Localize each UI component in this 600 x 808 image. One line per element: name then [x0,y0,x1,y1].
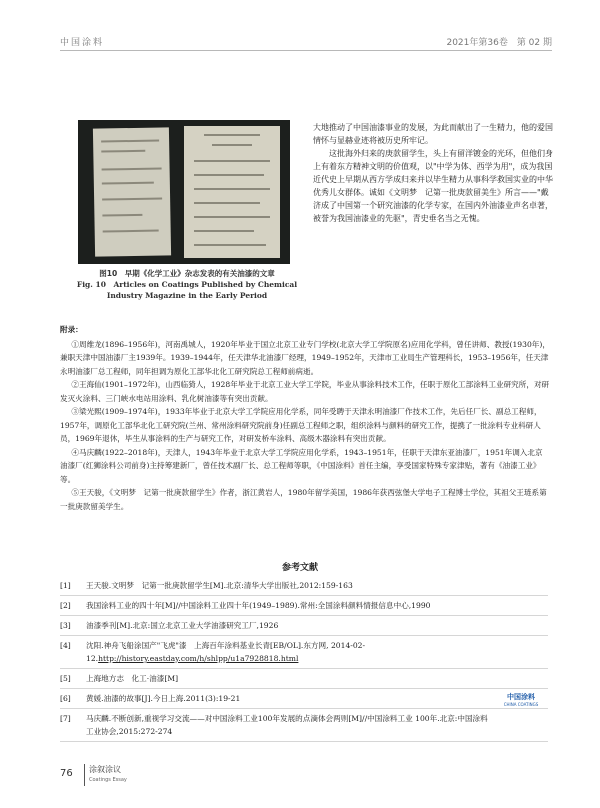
magazine-page-right [184,126,280,258]
reference-number: [7] [60,714,71,723]
reference-number: [2] [60,601,71,610]
appendix-item: ③梁光熙(1909–1974年)，1933年毕业于北京大学工学院应用化学系，同年受聘于天津永明油漆厂作技术工作，先后任厂长、副总工程师，1957年，调原化工部华北化工研究院(兰州、常州涂料研究院前身)任副总工程师之职，组织涂料与颜料的研究工作，提携了一批涂料专业科研人员，1969年退休，毕生从事涂料的生产与研究工作，对研发桥车涂料、高级木器涂料有突出贡献。 [60,407,542,443]
reference-item [60,669,548,689]
reference-item [60,636,548,669]
reference-item [60,689,548,709]
paragraph-continuation: 大地推动了中国油漆事业的发展，为此而献出了一生精力，他的爱国情怀与显赫业迹将被历史所牢记。 [313,123,553,145]
reference-item [60,576,548,596]
figure-caption-zh: 图10 早期《化学工业》杂志发表的有关油漆的文章 [99,269,275,278]
journal-name: 中国涂料 [60,38,105,48]
figure-photo [78,120,290,264]
appendix [60,323,550,513]
appendix-item: ②王海仙(1901–1972年)，山西临猗人，1928年毕业于北京工业大学工学院，毕业从事涂料技术工作，任职于原化工部涂料工业研究所，对研发灭火涂料、三门峡水电站用涂料、乳化树油漆等有突出贡献。 [60,380,550,403]
magazine-page-left [93,127,171,256]
reference-text: 我国涂料工业的四十年[M]//中国涂料工业四十年(1949–1989).常州:全国涂料颜料情报信息中心,1990 [86,601,431,610]
reference-number: [1] [60,581,71,590]
reference-text: 油漆季刊[M].北京:国立北京工业大学油漆研究工厂,1926 [86,621,279,630]
reference-item [60,616,548,636]
reference-text [86,639,548,665]
china-coatings-logo [494,692,548,707]
references-list [60,576,548,742]
logo-mark: 中国涂料 [507,693,535,701]
section-title-en: Coatings Essay [89,777,127,783]
figure-caption-en-line2: Industry Magazine in the Early Period [106,291,268,300]
reference-body: 沈阳.神舟飞船涂国产"飞虎"漆 上海百年涂料基业长青[EB/OL].东方网, 2014-02-12. [86,641,366,663]
appendix-item: ⑤王天骏，《文明梦 记第一批庚款留学生》作者，浙江黄岩人，1980年留学美国，1986年获西弦堡大学电子工程博士学位，其祖父王琏系第一批庚款留美学生。 [60,488,547,511]
logo-subtitle: CHINA COATINGS [503,702,539,707]
section-title [89,764,127,786]
issue-info: 2021年第36卷 第 02 期 [446,38,552,48]
header-rule [60,50,552,51]
paragraph-returnees: 这批海外归来的庚款留学生，头上有留洋镀金的光环，但他们身上有着东方精神文明的价值观，以"中学为体、西学为用"，成为我国近代史上早期从西方学成归来并以毕生精力从事科学救国实业的中华优秀儿女群体。诚如《文明梦 记第一批庚款留美生》所言——"戴济成了中国第一个研究油漆的化学专家，在国内外油漆业声名卓著，被誉为我国油漆业的先驱"，青史垂名当之无愧。 [313,149,553,223]
reference-item [60,709,548,742]
footer-divider [84,764,85,786]
figure-caption-en-line1: Fig. 10 Articles on Coatings Published by Chemical [76,280,298,289]
right-column-text [313,121,553,225]
appendix-item: ④马庆麟(1922–2018年)，天津人，1943年毕业于北京大学工学院应用化学系，1943–1951年，任职于天津东亚油漆厂，1951年调入北京油漆厂(红狮涂料公司前身)主持筹建新厂，曾任技术副厂长、总工程师等职，《中国涂料》首任主编，享受国家特殊专家津贴，著有《油漆工业》等。 [60,447,543,484]
reference-number: [5] [60,674,71,683]
appendix-title: 附录： [60,325,83,334]
appendix-item: ①周维龙(1896–1956年)，河南禹城人，1920年毕业于国立北京工业专门学校(北京大学工学院原名)应用化学科，曾任讲师、教授(1930年)，兼职天津中国油漆厂主1939年。1939–1944年，任天津华北油漆厂经理，1949–1952年，天津市工业局生产管理科长，1953–1956年，任天津永明油漆厂总工程师，同年担调为原化工部华北化工研究院总工程师前病逝。 [60,339,550,376]
reference-link[interactable]: http://history.eastday.com/h/shlpp/u1a7928818.html [98,654,299,663]
reference-text: 王天骏.文明梦 记第一批庚款留学生[M].北京:清华大学出版社,2012:159-163 [86,581,353,590]
figure-caption [72,268,302,301]
reference-text: 黄媛.油漆的故事[J].今日上海.2011(3):19-21 [86,694,241,703]
reference-text: 上海地方志 化工·油漆[M] [86,674,179,683]
page-number: 76 [60,768,73,779]
reference-item [60,596,548,616]
reference-number: [6] [60,694,71,703]
reference-text: 马庆麟.不断创新,重视学习交流——对中国涂料工业100年发展的点滴体会两则[M]//中国涂料工业 100年.北京:中国涂料工业协会,2015:272-274 [86,714,488,736]
references-title: 参考文献 [281,563,318,573]
reference-number: [4] [60,641,71,650]
section-title-zh: 涂叙涂议 [89,765,121,774]
reference-number: [3] [60,621,71,630]
